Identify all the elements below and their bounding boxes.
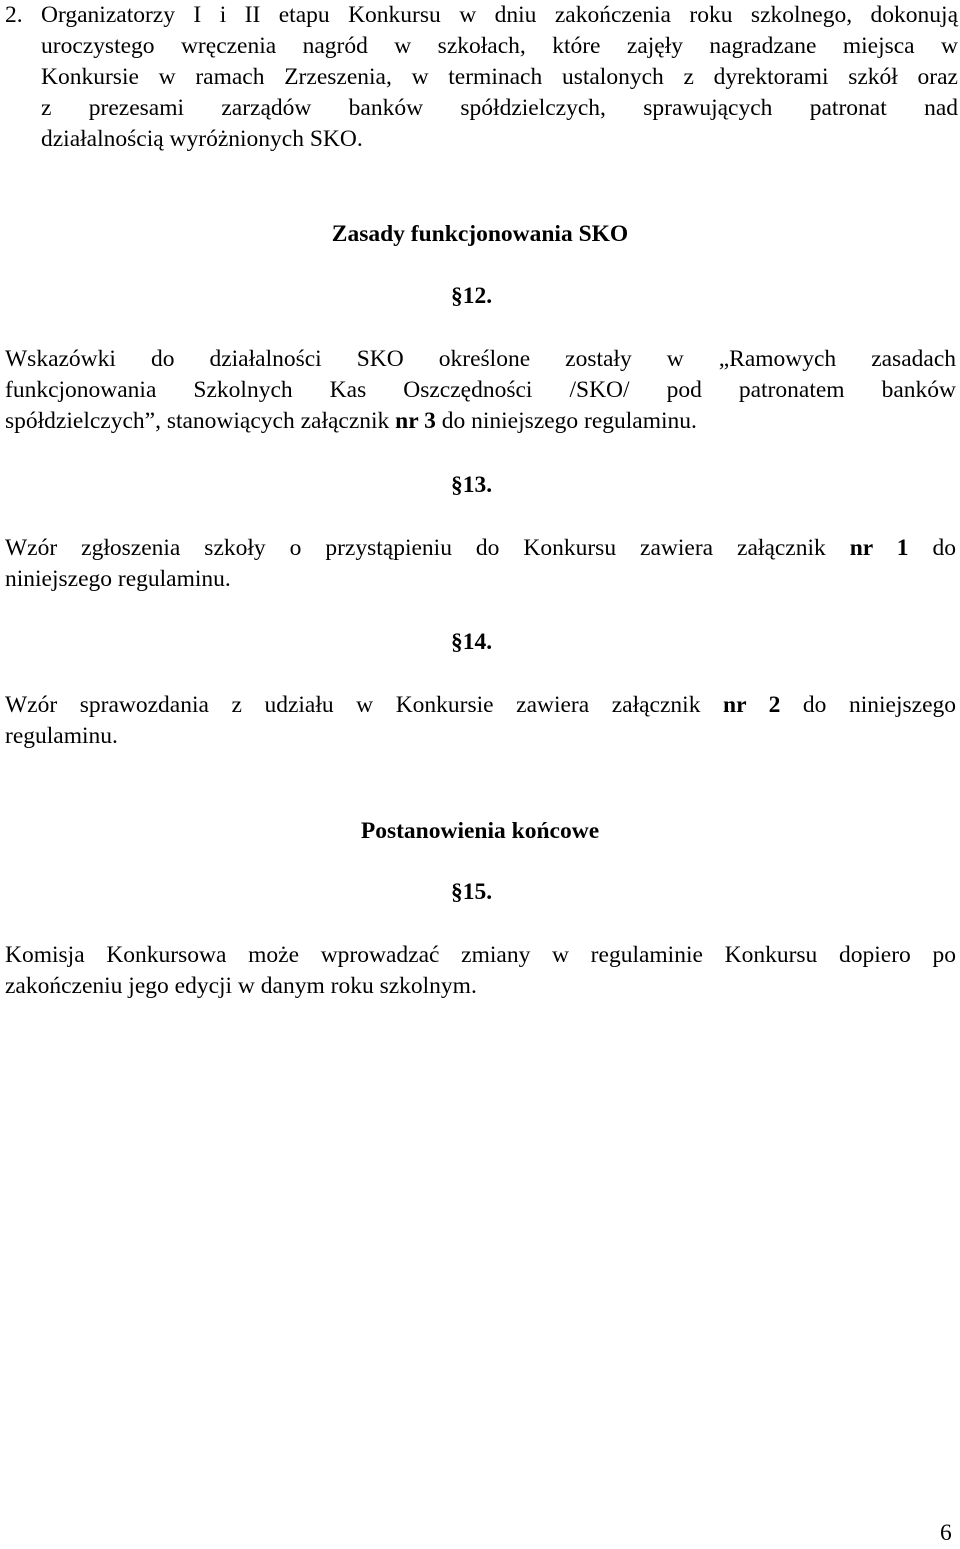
paragraph-line: [5, 533, 956, 564]
paragraph-number-15: §15.: [451, 879, 493, 905]
list-item-text: [41, 0, 958, 155]
paragraph-14: [5, 690, 956, 752]
list-item-line: działalnością wyróżnionych SKO.: [41, 126, 363, 152]
page-number: 6: [940, 1520, 952, 1546]
paragraph-line: Wskazówki do działalności SKO określone zostały w „Ramowych zasadach: [5, 346, 956, 372]
list-item-line: z prezesami zarządów banków spółdzielczych, sprawujących patronat nad: [41, 95, 958, 121]
paragraph-text: do niniejszego: [780, 692, 956, 718]
paragraph-number-14: §14.: [451, 629, 493, 655]
paragraph-15: [5, 940, 956, 1002]
list-item-line: uroczystego wręczenia nagród w szkołach, które zajęły nagradzane miejsca w: [41, 33, 958, 59]
paragraph-13: [5, 533, 956, 595]
paragraph-line: niniejszego regulaminu.: [5, 566, 231, 592]
attachment-reference: nr 1: [849, 535, 909, 561]
paragraph-text: do niniejszego regulaminu.: [435, 408, 697, 434]
paragraph-line: regulaminu.: [5, 723, 118, 749]
attachment-reference: nr 2: [723, 692, 781, 718]
list-item-2: [0, 0, 958, 155]
attachment-reference: nr 3: [395, 408, 436, 434]
paragraph-line: zakończeniu jego edycji w danym roku szkolnym.: [5, 973, 477, 999]
paragraph-number-12: §12.: [451, 283, 493, 309]
paragraph-text: Wzór sprawozdania z udziału w Konkursie zawiera załącznik: [5, 692, 723, 718]
list-item-line: Organizatorzy I i II etapu Konkursu w dniu zakończenia roku szkolnego, dokonują: [41, 2, 958, 28]
paragraph-12: [5, 344, 956, 437]
paragraph-text: do: [908, 535, 956, 561]
section-heading-final-provisions: Postanowienia końcowe: [360, 818, 600, 844]
paragraph-line: Komisja Konkursowa może wprowadzać zmiany w regulaminie Konkursu dopiero po: [5, 942, 956, 968]
paragraph-line: [5, 406, 956, 437]
paragraph-line: [5, 690, 956, 721]
list-item-number: 2.: [5, 2, 23, 28]
paragraph-text: spółdzielczych”, stanowiących załącznik: [5, 408, 396, 434]
list-item-line: Konkursie w ramach Zrzeszenia, w terminach ustalonych z dyrektorami szkół oraz: [41, 64, 958, 90]
section-heading-rules: Zasady funkcjonowania SKO: [331, 221, 629, 247]
paragraph-line: funkcjonowania Szkolnych Kas Oszczędności /SKO/ pod patronatem banków: [5, 377, 956, 403]
paragraph-number-13: §13.: [451, 472, 493, 498]
paragraph-text: Wzór zgłoszenia szkoły o przystąpieniu do Konkursu zawiera załącznik: [5, 535, 850, 561]
